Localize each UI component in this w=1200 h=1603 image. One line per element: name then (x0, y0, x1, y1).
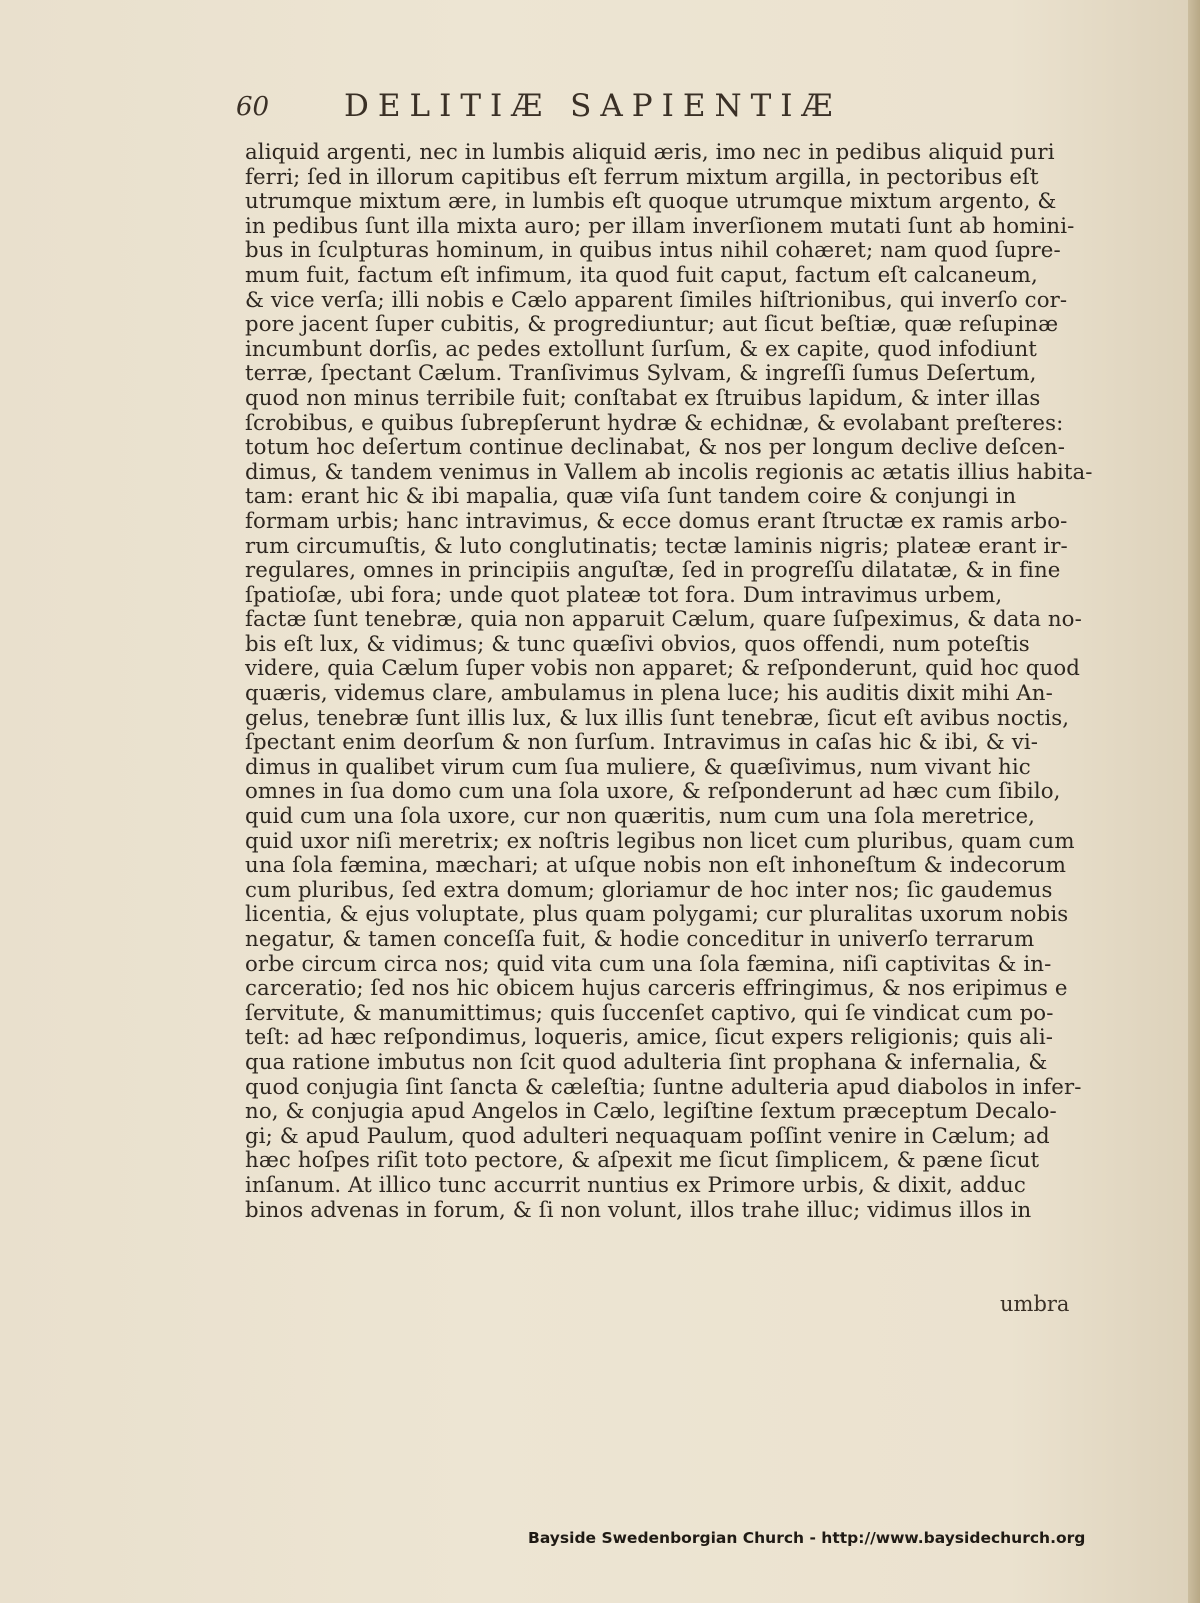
text-line: licentia, & ejus voluptate, plus quam polygami; cur pluralitas uxorum nobis (245, 902, 1069, 928)
text-line: ſcrobibus, e quibus ſubrepſerunt hydræ & echidnæ, & evolabant preſteres: (245, 410, 1064, 436)
footer-credit: Bayside Swedenborgian Church - http://www.baysidechurch.org (528, 1529, 1086, 1547)
text-line: pore jacent ſuper cubitis, & progrediuntur; aut ſicut beſtiæ, quæ reſupinæ (245, 312, 1059, 338)
text-line: utrumque mixtum ære, in lumbis eſt quoque utrumque mixtum argento, & (245, 189, 1057, 215)
text-line: bus in ſculpturas hominum, in quibus intus nihil cohæret; nam quod ſupre- (245, 238, 1061, 264)
text-line: aliquid argenti, nec in lumbis aliquid æris, imo nec in pedibus aliquid puri (245, 140, 1055, 165)
text-line: una ſola fæmina, mæchari; at uſque nobis non eſt inhoneſtum & indecorum (245, 853, 1067, 879)
text-line: terræ, ſpectant Cælum. Tranſivimus Sylvam, & ingreſſi ſumus Deſertum, (245, 361, 1037, 387)
text-line: orbe circum circa nos; quid vita cum una ſola fæmina, niſi captivitas & in- (245, 951, 1052, 977)
text-line: in pedibus ſunt illa mixta auro; per illam inverſionem mutati ſunt ab homini- (245, 213, 1075, 239)
text-line: formam urbis; hanc intravimus, & ecce domus erant ſtructæ ex ramis arbo- (245, 508, 1068, 534)
page-number: 60 (236, 92, 270, 122)
running-title: DELITIÆ SAPIENTIÆ (344, 88, 842, 124)
text-line: hæc hoſpes riſit toto pectore, & aſpexit me ſicut ſimplicem, & pæne ſicut (245, 1148, 1040, 1174)
text-line: & vice verſa; illi nobis e Cælo apparent ſimiles hiſtrionibus, qui inverſo cor- (245, 287, 1068, 313)
text-line: quid cum una ſola uxore, cur non quæritis, num cum una ſola meretrice, (245, 804, 1036, 830)
text-line: gelus, tenebræ ſunt illis lux, & lux illis ſunt tenebræ, ſicut eſt avibus noctis, (245, 705, 1070, 731)
text-line: qua ratione imbutus non ſcit quod adulteria ſint prophana & infernalia, & (245, 1049, 1048, 1075)
text-line: rum circumuſtis, & luto conglutinatis; tectæ laminis nigris; plateæ erant ir- (245, 533, 1068, 559)
text-line: no, & conjugia apud Angelos in Cælo, legiſtine ſextum præceptum Decalo- (245, 1099, 1057, 1125)
running-head (236, 88, 1096, 128)
text-line: inſanum. At illico tunc accurrit nuntius ex Primore urbis, & dixit, adduc (245, 1172, 1026, 1198)
text-line: gi; & apud Paulum, quod adulteri nequaquam poſſint venire in Cælum; ad (245, 1123, 1050, 1149)
text-line: quod conjugia ſint ſancta & cæleſtia; ſuntne adulteria apud diabolos in infer- (245, 1074, 1082, 1100)
text-line: ferri; ſed in illorum capitibus eſt ferrum mixtum argilla, in pectoribus eſt (245, 164, 1039, 190)
text-line: mum fuit, factum eſt infimum, ita quod fuit caput, factum eſt calcaneum, (245, 262, 1038, 288)
text-line: cum pluribus, ſed extra domum; gloriamur de hoc inter nos; ſic gaudemus (245, 877, 1053, 903)
text-line: ſpectant enim deorſum & non ſurſum. Intravimus in caſas hic & ibi, & vi- (245, 730, 1039, 756)
body-text (245, 140, 1093, 1223)
text-line: regulares, omnes in principiis anguſtæ, ſed in progreſſu dilatatæ, & in fine (245, 558, 1061, 584)
text-line: quid uxor niſi meretrix; ex noſtris legibus non licet cum pluribus, quam cum (245, 828, 1075, 854)
text-line: omnes in ſua domo cum una ſola uxore, & reſponderunt ad hæc cum ſibilo, (245, 779, 1061, 805)
text-line: factæ ſunt tenebræ, quia non apparuit Cælum, quare ſuſpeximus, & data no- (245, 607, 1082, 633)
text-line: carceratio; ſed nos hic obicem hujus carceris effringimus, & nos eripimus e (245, 976, 1068, 1002)
text-line: incumbunt dorſis, ac pedes extollunt ſurſum, & ex capite, quod infodiunt (245, 336, 1037, 362)
text-line: dimus, & tandem venimus in Vallem ab incolis regionis ac ætatis illius habita- (245, 459, 1093, 485)
page-edge (1188, 0, 1200, 1603)
catchword: umbra (1000, 1292, 1070, 1316)
text-line: videre, quia Cælum ſuper vobis non apparet; & reſponderunt, quid hoc quod (245, 656, 1080, 682)
text-line: quæris, videmus clare, ambulamus in plena luce; his auditis dixit mihi An- (245, 681, 1053, 707)
text-line: totum hoc deſertum continue declinabat, & nos per longum declive deſcen- (245, 435, 1066, 461)
text-line: teſt: ad hæc reſpondimus, loqueris, amice, ſicut expers religionis; quis ali- (245, 1025, 1054, 1051)
text-line: binos advenas in forum, & ſi non volunt, illos trahe illuc; vidimus illos in (245, 1197, 1032, 1223)
text-line: bis eſt lux, & vidimus; & tunc quæſivi obvios, quos offendi, num poteſtis (245, 631, 1030, 657)
text-line: ſervitute, & manumittimus; quis ſuccenſet captivo, qui ſe vindicat cum po- (245, 1000, 1054, 1026)
text-line: tam: erant hic & ibi mapalia, quæ viſa ſunt tandem coire & conjungi in (245, 484, 1017, 510)
text-line: quod non minus terribile fuit; conſtabat ex ſtruibus lapidum, & inter illas (245, 385, 1041, 411)
text-line: negatur, & tamen conceſſa fuit, & hodie conceditur in univerſo terrarum (245, 927, 1035, 952)
text-line: dimus in qualibet virum cum ſua muliere, & quæſivimus, num vivant hic (245, 754, 1031, 780)
text-line: ſpatioſæ, ubi fora; unde quot plateæ tot fora. Dum intravimus urbem, (245, 582, 1003, 608)
